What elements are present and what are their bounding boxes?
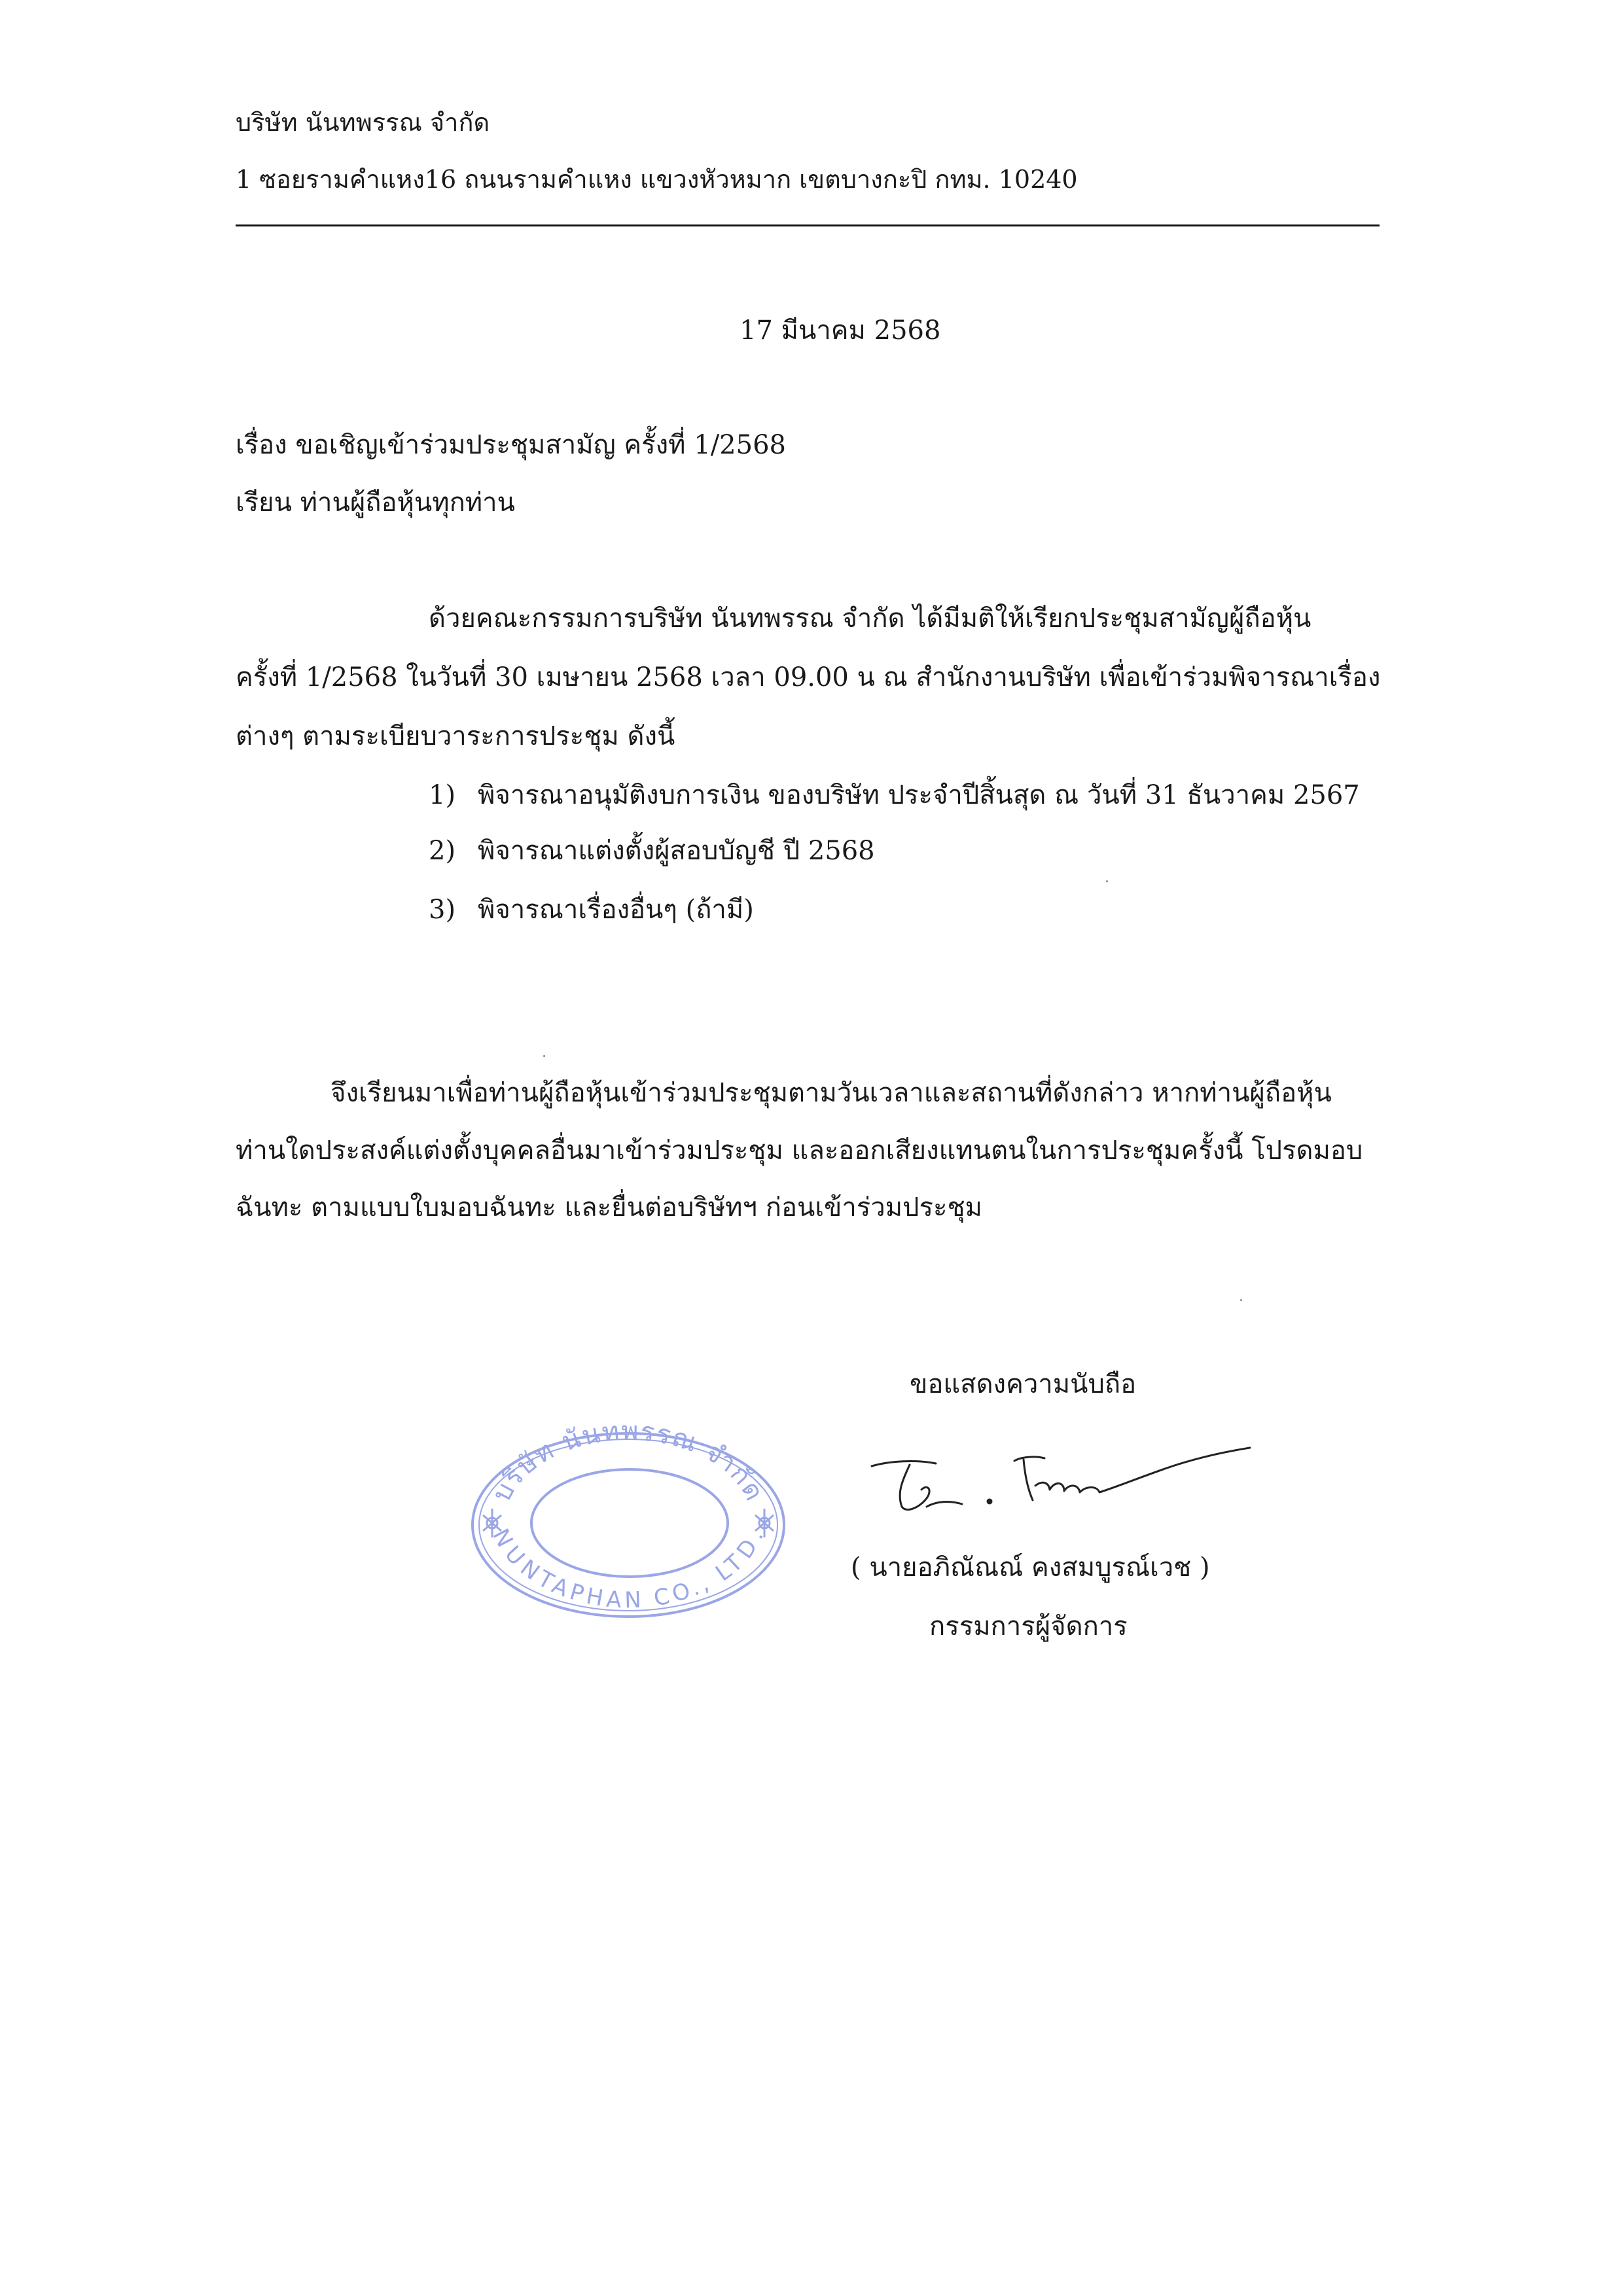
stamp-flower-icon bbox=[483, 1509, 774, 1537]
company-address: 1 ซอยรามคำแหง16 ถนนรามคำแหง แขวงหัวหมาก เขตบางกะปิ กทม. 10240 bbox=[236, 165, 1078, 194]
letter-date: 17 มีนาคม 2568 bbox=[740, 315, 941, 346]
agenda-item-text: พิจารณาเรื่องอื่นๆ (ถ้ามี) bbox=[478, 895, 754, 925]
letter-recipient: เรียน ท่านผู้ถือหุ้นทุกท่าน bbox=[236, 488, 515, 518]
scan-speck bbox=[1240, 1299, 1242, 1301]
company-name: บริษัท นันทพรรณ จำกัด bbox=[236, 108, 490, 137]
agenda-item-number: 3) bbox=[429, 895, 456, 925]
closing-salutation: ขอแสดงความนับถือ bbox=[910, 1369, 1137, 1399]
stamp-english-text: NUNTAPHAN CO., LTD. bbox=[487, 1524, 770, 1614]
agenda-item-number: 1) bbox=[429, 780, 456, 810]
scan-speck bbox=[543, 1055, 545, 1057]
body-para1-line2: ครั้งที่ 1/2568 ในวันที่ 30 เมษายน 2568 เวลา 09.00 น ณ สำนักงานบริษัท เพื่อเข้าร่วมพิจารณาเรื่อง bbox=[236, 662, 1381, 692]
handwritten-signature bbox=[864, 1446, 1283, 1525]
body-para2-line3: ฉันทะ ตามแบบใบมอบฉันทะ และยื่นต่อบริษัทฯ ก่อนเข้าร่วมประชุม bbox=[236, 1193, 982, 1223]
scan-speck bbox=[1106, 880, 1108, 882]
body-para2-line2: ท่านใดประสงค์แต่งตั้งบุคคลอื่นมาเข้าร่วมประชุม และออกเสียงแทนตนในการประชุมครั้งนี้ โปรดมอบ bbox=[236, 1136, 1363, 1166]
signer-name: ( นายอภิณัณณ์ คงสมบูรณ์เวช ) bbox=[851, 1552, 1210, 1583]
agenda-item-text: พิจารณาแต่งตั้งผู้สอบบัญชี ปี 2568 bbox=[478, 836, 875, 866]
signer-title: กรรมการผู้จัดการ bbox=[929, 1611, 1128, 1641]
body-para2-line1: จึงเรียนมาเพื่อท่านผู้ถือหุ้นเข้าร่วมประชุมตามวันเวลาและสถานที่ดังกล่าว หากท่านผู้ถือหุ้น bbox=[330, 1078, 1332, 1108]
agenda-item-number: 2) bbox=[429, 836, 456, 866]
letter-subject: เรื่อง ขอเชิญเข้าร่วมประชุมสามัญ ครั้งที่ 1/2568 bbox=[236, 430, 786, 460]
company-stamp bbox=[458, 1410, 798, 1620]
letterhead-divider bbox=[236, 224, 1380, 226]
body-para1-line3: ต่างๆ ตามระเบียบวาระการประชุม ดังนี้ bbox=[236, 721, 675, 751]
agenda-item-text: พิจารณาอนุมัติงบการเงิน ของบริษัท ประจำปีสิ้นสุด ณ วันที่ 31 ธันวาคม 2567 bbox=[478, 780, 1360, 810]
body-para1-line1: ด้วยคณะกรรมการบริษัท นันทพรรณ จำกัด ได้มีมติให้เรียกประชุมสามัญผู้ถือหุ้น bbox=[429, 603, 1311, 634]
stamp-thai-text: บริษัท นันทพรรณ จำกัด bbox=[486, 1416, 770, 1507]
